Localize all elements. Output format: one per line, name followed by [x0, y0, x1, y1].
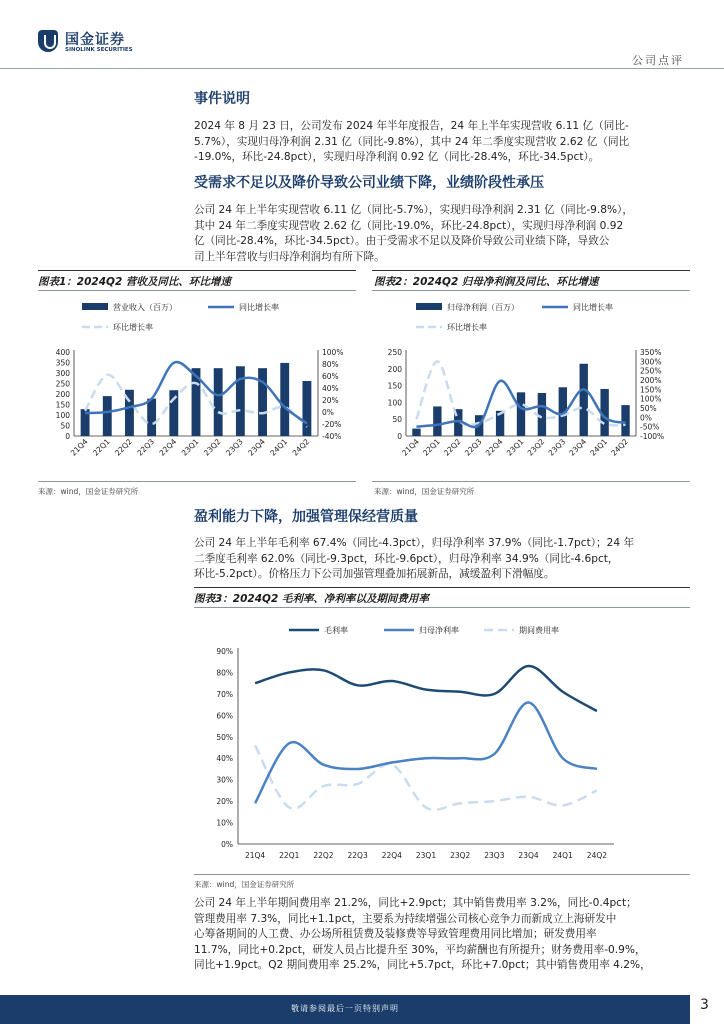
text-line: 二季度毛利率 62.0%（同比-9.3pct，环比-9.6pct），归母净利率 34.9%（同比-4.6pct，: [194, 552, 619, 565]
y-tick-label-left: 150: [387, 381, 402, 391]
footer-disclaimer: 敬请参阅最后一页特别声明: [291, 1004, 399, 1013]
paragraph-profitability: [194, 536, 634, 583]
text-line: 其中 24 年二季度实现营收 2.62 亿（同比-19.0%，环比-24.8pct），实现归母净利润 0.92: [194, 219, 624, 232]
x-tick-label: 23Q3: [224, 437, 245, 458]
bar: [103, 396, 112, 436]
brand-name-en: SINOLINK SECURITIES: [65, 47, 133, 53]
y-tick-label-right: 300%: [640, 357, 662, 367]
y-tick-label-left: 350: [55, 358, 70, 368]
y-tick-label: 70%: [216, 689, 233, 699]
bar: [258, 368, 267, 436]
text-line: 心筹备期间的人工费、办公场所租赁费及装修费等导致管理费用同比增加；研发费用率: [194, 928, 597, 940]
y-tick-label-left: 250: [387, 348, 402, 357]
y-tick-label-right: 350%: [640, 348, 662, 357]
y-tick-label: 10%: [216, 818, 233, 828]
x-tick-label: 22Q1: [279, 851, 300, 860]
x-tick-label: 21Q4: [244, 851, 266, 860]
x-tick-label: 22Q3: [135, 437, 157, 458]
net-profit-chart: [372, 294, 690, 476]
text-line: 公司 24 年上半年期间费用率 21.2%，同比+2.9pct；其中销售费用率 3.2%，同比-0.4pct；: [194, 897, 637, 909]
x-tick-label: 24Q1: [588, 437, 610, 458]
bar: [214, 368, 223, 436]
page-number: 3: [700, 997, 709, 1013]
header-divider: [0, 68, 724, 69]
x-tick-label: 23Q1: [504, 437, 526, 458]
figure3-source: 来源：wind，国金证券研究所: [194, 880, 295, 889]
series-line: [255, 745, 597, 809]
y-tick-label: 80%: [216, 668, 233, 678]
y-tick-label: 60%: [216, 711, 233, 721]
x-tick-label: 22Q3: [347, 851, 368, 860]
figure-rule: [372, 481, 690, 482]
figure-rule: [372, 270, 690, 271]
text-line: 管理费用率 7.3%，同比+1.1pct，主要系为持续增强公司核心竞争力而新成立上海研发中: [194, 912, 617, 925]
legend-swatch-bar: [416, 303, 442, 310]
figure-rule: [194, 607, 690, 608]
bar: [433, 406, 441, 436]
bar: [412, 429, 420, 436]
x-tick-label: 22Q2: [313, 851, 334, 860]
legend-label: 营业收入（百万）: [113, 303, 177, 312]
y-tick-label-right: 100%: [322, 348, 344, 357]
figure2-source: 来源：wind，国金证券研究所: [374, 487, 475, 496]
bar: [580, 364, 588, 436]
bar: [236, 366, 245, 436]
section-title-event: 事件说明: [194, 91, 250, 107]
text-line: 2024 年 8 月 23 日，公司发布 2024 年半年度报告，24 年上半年实现营收 6.11 亿（同比-: [194, 120, 629, 132]
legend-swatch-bar: [82, 303, 108, 310]
x-tick-label: 22Q3: [462, 437, 484, 458]
text-line: 11.7%，同比+0.2pct，研发人员占比提升至 30%，平均薪酬也有所提升；财务费用率-0.9%，: [194, 943, 646, 956]
series-line: [255, 666, 597, 711]
bar: [280, 363, 289, 436]
x-tick-label: 23Q2: [525, 437, 547, 458]
x-tick-label: 23Q4: [518, 851, 539, 860]
x-tick-label: 22Q1: [421, 437, 442, 458]
y-tick-label: 50%: [216, 732, 233, 742]
section-title-profitability: 盈利能力下降，加强管理保经营质量: [194, 509, 418, 525]
x-tick-label: 22Q4: [483, 437, 505, 458]
y-tick-label-left: 200: [387, 364, 402, 374]
figure-rule: [38, 481, 356, 482]
x-tick-label: 23Q1: [179, 437, 201, 458]
x-tick-label: 22Q4: [157, 437, 179, 458]
brand-name-cn: 国金证券: [65, 32, 125, 48]
y-tick-label: 0%: [221, 840, 233, 849]
x-tick-label: 24Q2: [609, 437, 630, 458]
paragraph-expenses: [194, 896, 651, 974]
y-tick-label-right: -50%: [640, 422, 660, 432]
text-line: 环比-5.2pct）。价格压力下公司加强管理叠加拓展新品，减缓盈利下滑幅度。: [194, 568, 555, 580]
y-tick-label-right: 150%: [640, 385, 662, 395]
y-tick-label-left: 400: [55, 348, 70, 357]
x-tick-label: 23Q4: [567, 437, 589, 458]
y-tick-label-right: 200%: [640, 376, 662, 385]
figure-rule: [38, 290, 356, 291]
x-tick-label: 21Q4: [68, 437, 90, 458]
figure-rule: [372, 290, 690, 291]
x-tick-label: 22Q1: [91, 437, 112, 458]
logo-mark-icon: [38, 30, 58, 52]
y-tick-label-right: 20%: [322, 396, 339, 405]
y-tick-label-left: 300: [55, 369, 70, 378]
y-tick-label-right: 100%: [640, 394, 662, 404]
legend-label: 环比增长率: [113, 323, 153, 332]
x-tick-label: 23Q1: [415, 851, 437, 860]
y-tick-label-left: 0: [65, 432, 70, 441]
y-tick-label: 40%: [216, 754, 233, 764]
y-tick-label-left: 0: [397, 432, 402, 441]
paragraph-event: [194, 119, 629, 166]
legend-label: 同比增长率: [239, 303, 279, 312]
y-tick-label-right: 60%: [322, 372, 339, 381]
bar: [147, 399, 156, 436]
text-line: 司上半年营收与归母净利润均有所下降。: [194, 250, 385, 263]
y-tick-label-right: -40%: [322, 432, 342, 441]
margin-chart: [194, 610, 690, 872]
y-tick-label-left: 50: [60, 421, 70, 431]
y-tick-label-right: 50%: [640, 404, 657, 413]
figure3-title: 图表3：2024Q2 毛利率、净利率以及期间费用率: [194, 593, 429, 605]
x-tick-label: 24Q2: [290, 437, 312, 458]
y-tick-label-left: 250: [55, 379, 70, 389]
text-line: 公司 24 年上半年实现营收 6.11 亿（同比-5.7%），实现归母净利润 2.31 亿（同比-9.8%），: [194, 204, 633, 216]
y-tick-label-left: 150: [55, 400, 70, 410]
y-tick-label: 20%: [216, 797, 233, 807]
x-tick-label: 24Q1: [268, 437, 290, 458]
legend-label: 归母净利率: [419, 626, 459, 635]
text-line: 公司 24 年上半年毛利率 67.4%（同比-4.3pct），归母净利率 37.9%（同比-1.7pct）；24 年: [194, 537, 635, 549]
y-tick-label-left: 50: [392, 415, 402, 425]
x-tick-label: 23Q2: [450, 851, 471, 860]
text-line: -19.0%，环比-24.8pct），实现归母净利润 0.92 亿（同比-28.4%，环比-34.5pct）。: [194, 151, 600, 163]
figure-rule: [194, 587, 690, 588]
y-tick-label-right: 0%: [640, 413, 652, 423]
text-line: 5.7%），实现归母净利润 2.31 亿（同比-9.8%），其中 24 年二季度实现营收 2.62 亿（同比: [194, 135, 630, 148]
y-tick-label-right: 40%: [322, 384, 339, 393]
bar: [621, 405, 629, 436]
x-tick-label: 24Q1: [552, 851, 573, 860]
y-tick-label-right: 250%: [640, 366, 662, 376]
bar: [538, 393, 546, 436]
text-line: 亿（同比-28.4%，环比-34.5pct）。由于受需求不足以及降价导致公司业绩下降，导致公: [194, 235, 610, 247]
x-tick-label: 23Q4: [246, 437, 267, 458]
figure-rule: [38, 270, 356, 271]
y-tick-label-right: 0%: [322, 408, 334, 417]
legend-label: 同比增长率: [573, 303, 613, 312]
document-type: 公司点评: [632, 54, 684, 67]
series-line: [255, 702, 597, 803]
bar: [302, 381, 311, 436]
y-tick-label-left: 200: [55, 390, 70, 399]
legend-label: 归母净利润（百万）: [447, 303, 519, 312]
figure1-source: 来源：wind，国金证券研究所: [38, 487, 139, 496]
y-tick-label: 30%: [216, 775, 233, 785]
y-tick-label-left: 100: [55, 411, 70, 420]
text-line: 同比+1.9pct。Q2 期间费用率 25.2%，同比+5.7pct，环比+7.0pct；其中销售费用率 4.2%，: [194, 959, 651, 971]
figure-rule: [194, 874, 690, 875]
x-tick-label: 23Q3: [546, 437, 568, 458]
revenue-chart: [38, 294, 356, 476]
x-tick-label: 21Q4: [400, 437, 421, 458]
x-tick-label: 24Q2: [586, 851, 608, 860]
x-tick-label: 22Q4: [381, 851, 402, 860]
section-title-performance: 受需求不足以及降价导致公司业绩下降，业绩阶段性承压: [194, 175, 544, 191]
paragraph-performance: [194, 203, 633, 265]
legend-label: 环比增长率: [447, 323, 487, 332]
y-tick-label-left: 100: [387, 398, 402, 408]
figure2-title: 图表2：2024Q2 归母净利润及同比、环比增速: [374, 276, 599, 288]
x-tick-label: 23Q2: [201, 437, 223, 458]
figure1-title: 图表1：2024Q2 营收及同比、环比增速: [38, 276, 231, 288]
y-tick-label: 90%: [216, 647, 233, 656]
bar: [517, 392, 525, 436]
y-tick-label-right: -100%: [640, 432, 665, 441]
brand-logo: [38, 28, 158, 58]
legend-label: 期间费用率: [519, 626, 559, 635]
x-tick-label: 22Q2: [113, 437, 134, 458]
legend-label: 毛利率: [324, 626, 348, 635]
x-tick-label: 23Q3: [484, 851, 505, 860]
x-tick-label: 22Q2: [442, 437, 463, 458]
y-tick-label-right: 80%: [322, 360, 339, 369]
y-tick-label-right: -20%: [322, 420, 342, 429]
